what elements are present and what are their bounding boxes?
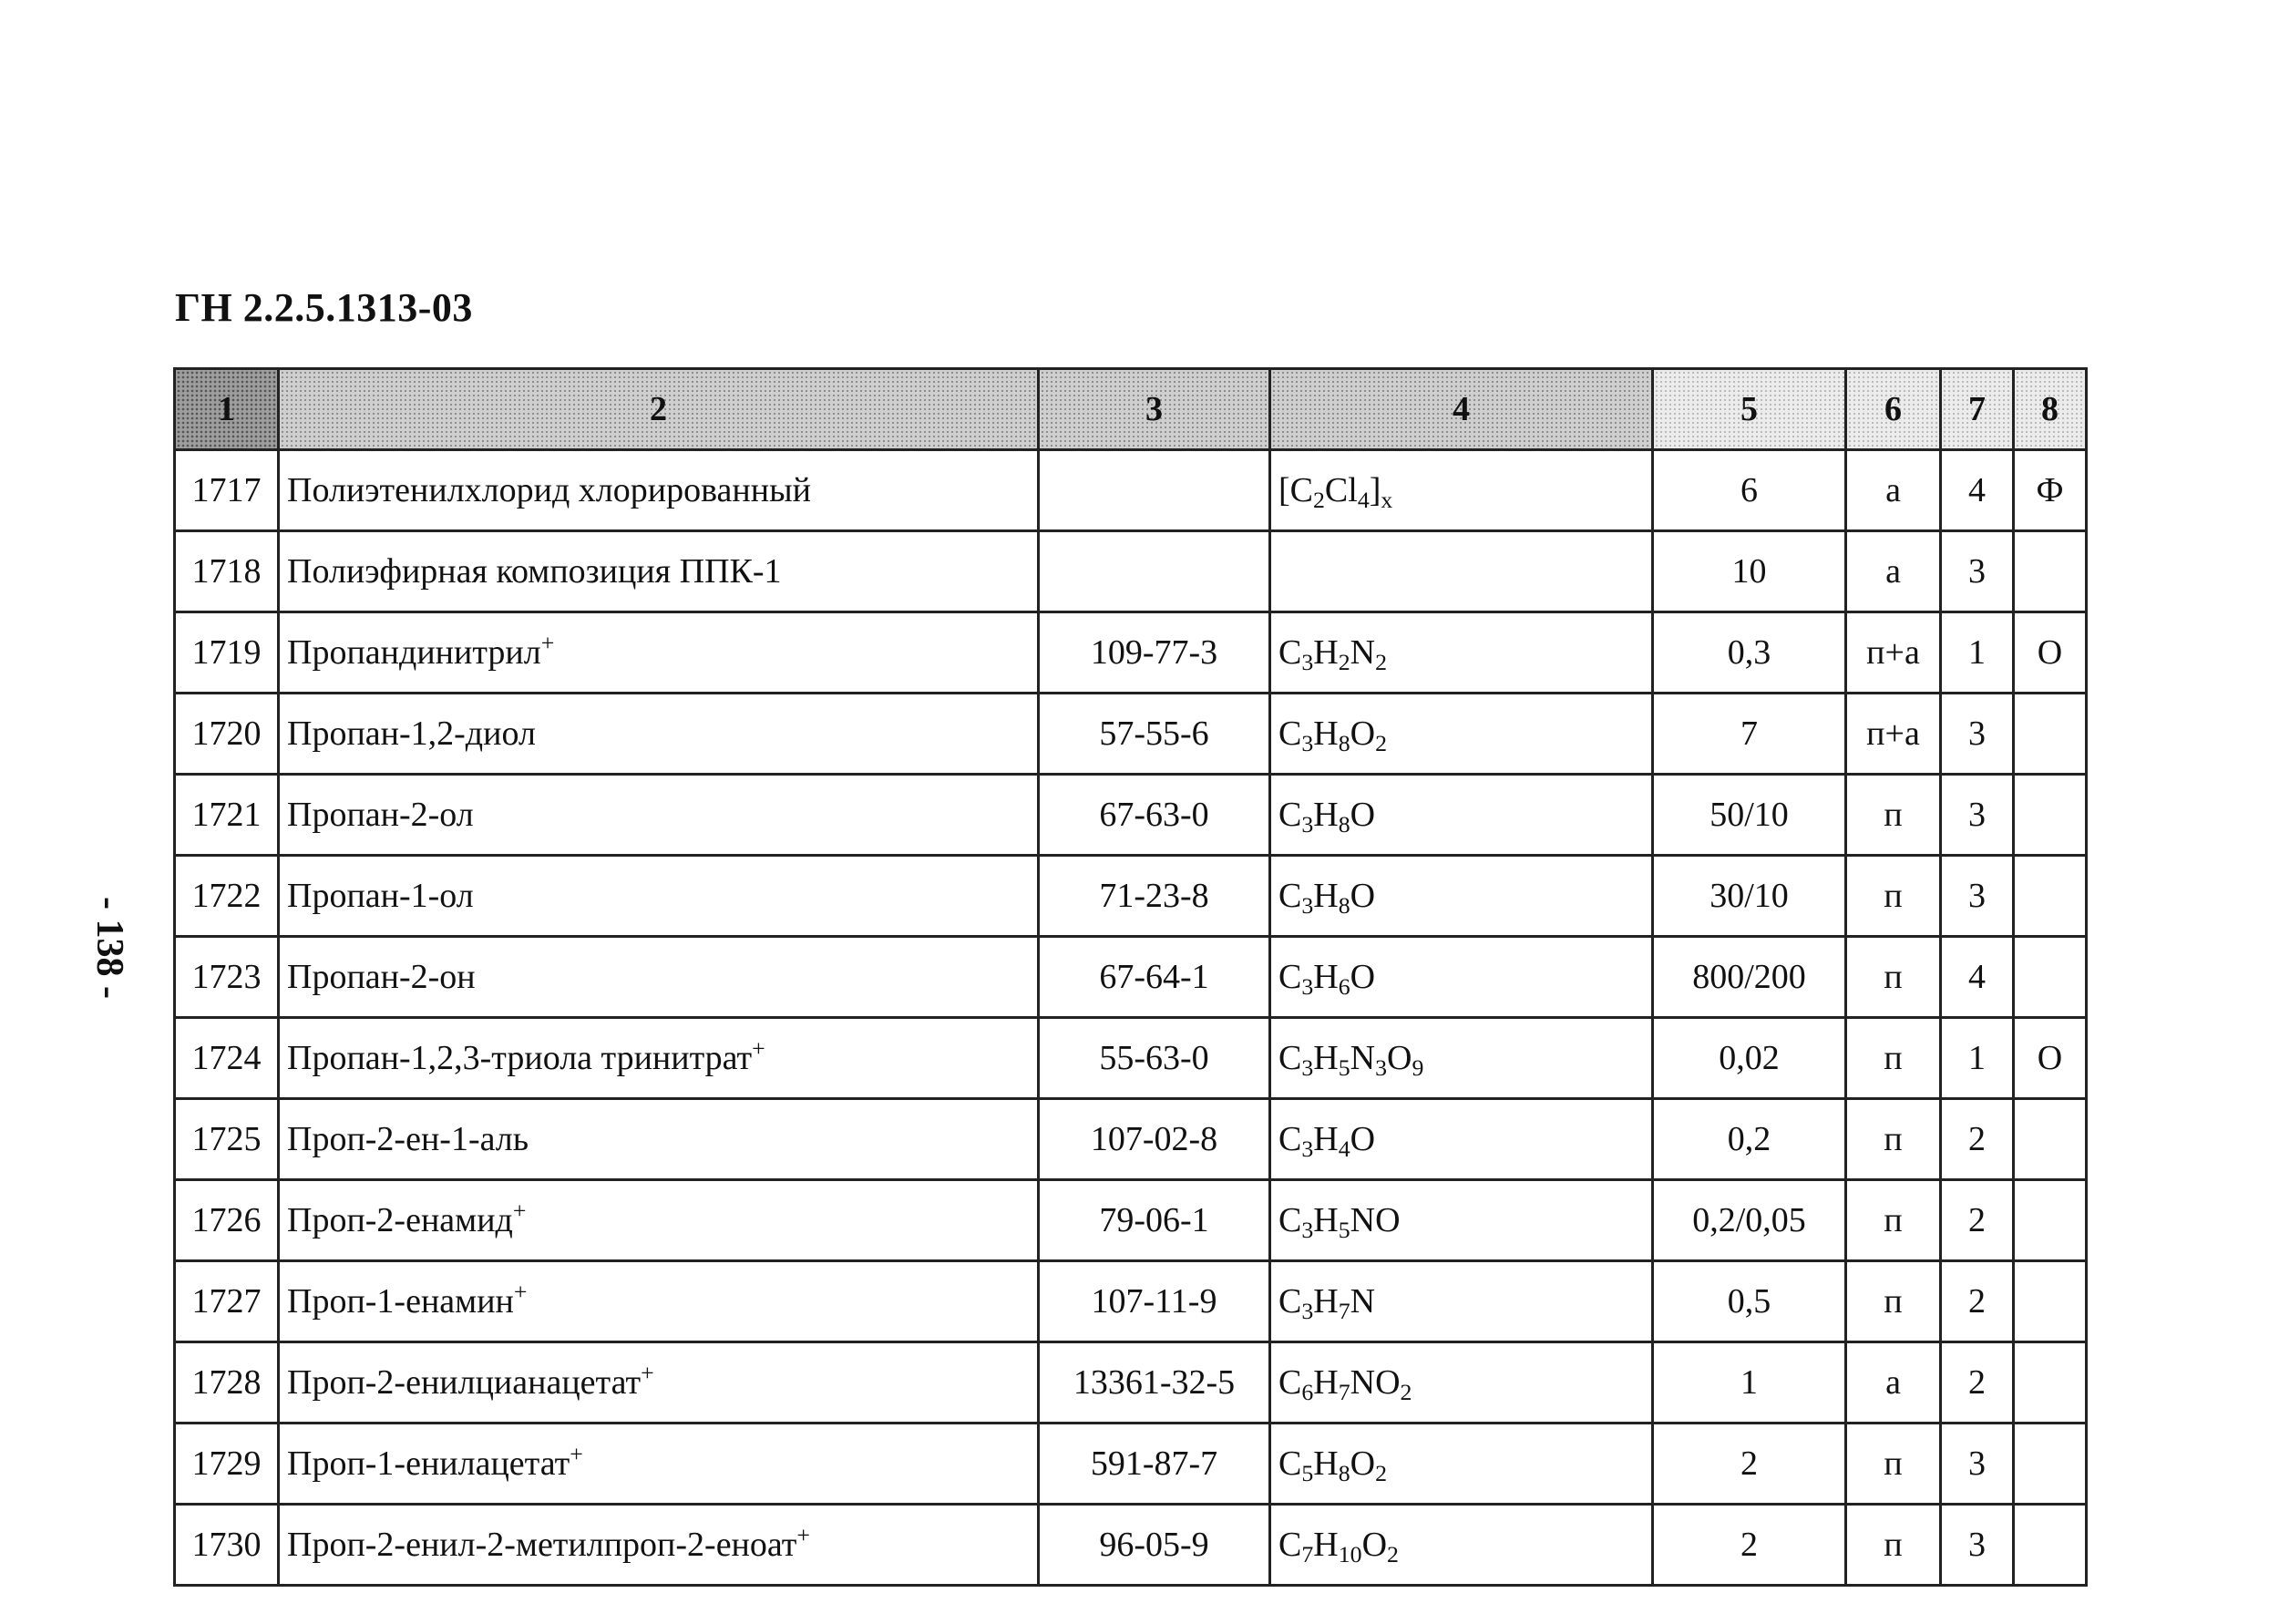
formula-cell <box>1270 694 1653 775</box>
substance-name-cell <box>279 856 1039 937</box>
substance-name: Проп-2-енил-2-метилпроп-2-еноат <box>287 1526 797 1564</box>
table-row <box>175 1342 2087 1424</box>
aggregate-state-cell: п <box>1846 1180 1941 1261</box>
formula-symbol: H <box>1313 1526 1339 1564</box>
formula-symbol: NO <box>1350 1201 1401 1239</box>
column-header-8: 8 <box>2014 369 2087 450</box>
table-row <box>175 1099 2087 1180</box>
limit-value-cell: 800/200 <box>1653 937 1846 1018</box>
table-row <box>175 612 2087 694</box>
cas-number-cell: 57-55-6 <box>1039 694 1270 775</box>
row-number-cell: 1724 <box>175 1018 279 1099</box>
note-cell <box>2014 1505 2087 1586</box>
page-number-text: - 138 - <box>88 897 130 999</box>
row-number-cell: 1717 <box>175 450 279 531</box>
limit-value-cell: 0,3 <box>1653 612 1846 694</box>
name-superscript: + <box>641 1359 654 1386</box>
note-cell <box>2014 775 2087 856</box>
hazard-class-cell: 2 <box>1941 1099 2014 1180</box>
formula-subscript: 2 <box>1375 730 1388 757</box>
formula-subscript: 3 <box>1301 1136 1314 1163</box>
aggregate-state-cell: п <box>1846 1505 1941 1586</box>
aggregate-state-cell: п <box>1846 856 1941 937</box>
cas-number-cell <box>1039 450 1270 531</box>
limit-value-cell: 10 <box>1653 531 1846 612</box>
formula-symbol: O <box>1350 1120 1376 1158</box>
cas-number-cell: 13361-32-5 <box>1039 1342 1270 1424</box>
hygiene-norms-table <box>173 367 2088 1587</box>
formula-symbol: H <box>1313 1201 1339 1239</box>
substance-name: Пропан-1,2-диол <box>287 714 536 753</box>
column-header-7: 7 <box>1941 369 2014 450</box>
aggregate-state-cell: п <box>1846 937 1941 1018</box>
table-row <box>175 531 2087 612</box>
formula-subscript: 2 <box>1338 649 1350 676</box>
note-cell: Ф <box>2014 450 2087 531</box>
formula-symbol: C <box>1278 796 1302 834</box>
substance-name-cell <box>279 775 1039 856</box>
hazard-class-cell: 3 <box>1941 775 2014 856</box>
formula-symbol: [C <box>1278 471 1313 509</box>
formula-subscript: 6 <box>1338 973 1350 1001</box>
formula-subscript: 8 <box>1338 892 1350 920</box>
formula-symbol: O <box>1350 1444 1376 1483</box>
table-row <box>175 1261 2087 1342</box>
limit-value-cell: 7 <box>1653 694 1846 775</box>
row-number-cell: 1719 <box>175 612 279 694</box>
aggregate-state-cell: п+а <box>1846 694 1941 775</box>
column-header-3: 3 <box>1039 369 1270 450</box>
limit-value-cell: 2 <box>1653 1505 1846 1586</box>
table-row <box>175 856 2087 937</box>
column-header-6: 6 <box>1846 369 1941 450</box>
limit-value-cell: 0,02 <box>1653 1018 1846 1099</box>
substance-name: Проп-2-енилцианацетат <box>287 1363 642 1402</box>
limit-value-cell: 30/10 <box>1653 856 1846 937</box>
formula-symbol: H <box>1313 1282 1339 1321</box>
formula-symbol: C <box>1278 714 1302 753</box>
row-number-cell: 1726 <box>175 1180 279 1261</box>
formula-cell <box>1270 531 1653 612</box>
formula-symbol: H <box>1313 1444 1339 1483</box>
cas-number-cell: 107-02-8 <box>1039 1099 1270 1180</box>
row-number-cell: 1730 <box>175 1505 279 1586</box>
formula-symbol: O <box>1350 714 1376 753</box>
formula-subscript: 2 <box>1400 1379 1412 1406</box>
formula-subscript: 8 <box>1338 730 1350 757</box>
formula-subscript: 7 <box>1338 1379 1350 1406</box>
formula-subscript: 4 <box>1357 487 1370 514</box>
note-cell <box>2014 1342 2087 1424</box>
limit-value-cell: 0,2/0,05 <box>1653 1180 1846 1261</box>
row-number-cell: 1727 <box>175 1261 279 1342</box>
column-header-2: 2 <box>279 369 1039 450</box>
formula-cell <box>1270 937 1653 1018</box>
formula-symbol: O <box>1350 796 1376 834</box>
substance-name-cell <box>279 1180 1039 1261</box>
cas-number-cell: 55-63-0 <box>1039 1018 1270 1099</box>
table-row <box>175 775 2087 856</box>
aggregate-state-cell: а <box>1846 1342 1941 1424</box>
substance-name-cell <box>279 1342 1039 1424</box>
cas-number-cell: 96-05-9 <box>1039 1505 1270 1586</box>
formula-cell <box>1270 1018 1653 1099</box>
formula-symbol: H <box>1313 1039 1339 1077</box>
cas-number-cell: 79-06-1 <box>1039 1180 1270 1261</box>
formula-cell <box>1270 1180 1653 1261</box>
formula-subscript: 5 <box>1338 1054 1350 1082</box>
formula-symbol: H <box>1313 714 1339 753</box>
formula-symbol: C <box>1278 1282 1302 1321</box>
formula-symbol: C <box>1278 1201 1302 1239</box>
formula-symbol: O <box>1387 1039 1412 1077</box>
hazard-class-cell: 3 <box>1941 531 2014 612</box>
formula-symbol: Cl <box>1324 471 1358 509</box>
formula-symbol: ] <box>1369 471 1381 509</box>
formula-subscript: 3 <box>1301 811 1314 838</box>
hazard-class-cell: 2 <box>1941 1261 2014 1342</box>
note-cell <box>2014 856 2087 937</box>
table-row <box>175 1180 2087 1261</box>
formula-subscript: 8 <box>1338 811 1350 838</box>
note-cell <box>2014 694 2087 775</box>
hazard-class-cell: 3 <box>1941 1424 2014 1505</box>
formula-subscript: 2 <box>1375 1460 1388 1487</box>
cas-number-cell: 591-87-7 <box>1039 1424 1270 1505</box>
cas-number-cell: 71-23-8 <box>1039 856 1270 937</box>
cas-number-cell: 67-64-1 <box>1039 937 1270 1018</box>
formula-subscript: 2 <box>1387 1541 1399 1568</box>
note-cell <box>2014 1261 2087 1342</box>
name-superscript: + <box>570 1440 583 1467</box>
formula-subscript: 3 <box>1301 730 1314 757</box>
substance-name: Полиэтенилхлорид хлорированный <box>287 471 811 509</box>
row-number-cell: 1718 <box>175 531 279 612</box>
formula-cell <box>1270 450 1653 531</box>
formula-subscript: 2 <box>1375 649 1388 676</box>
formula-cell <box>1270 1261 1653 1342</box>
formula-symbol: C <box>1278 877 1302 915</box>
table-row <box>175 1018 2087 1099</box>
aggregate-state-cell: п <box>1846 1424 1941 1505</box>
formula-symbol: O <box>1350 877 1376 915</box>
hazard-class-cell: 4 <box>1941 450 2014 531</box>
row-number-cell: 1723 <box>175 937 279 1018</box>
aggregate-state-cell: а <box>1846 531 1941 612</box>
note-cell <box>2014 531 2087 612</box>
substance-name: Проп-1-енамин <box>287 1282 514 1321</box>
formula-symbol: NO <box>1350 1363 1401 1402</box>
note-cell: О <box>2014 612 2087 694</box>
formula-symbol: C <box>1278 633 1302 672</box>
limit-value-cell: 0,2 <box>1653 1099 1846 1180</box>
formula-subscript: 3 <box>1301 973 1314 1001</box>
limit-value-cell: 1 <box>1653 1342 1846 1424</box>
formula-symbol: N <box>1350 1282 1376 1321</box>
formula-symbol: O <box>1361 1526 1388 1564</box>
formula-symbol: H <box>1313 958 1339 996</box>
hazard-class-cell: 1 <box>1941 1018 2014 1099</box>
table-row <box>175 937 2087 1018</box>
table-row <box>175 694 2087 775</box>
table-header-row <box>175 369 2087 450</box>
aggregate-state-cell: п <box>1846 1099 1941 1180</box>
document-code: ГН 2.2.5.1313-03 <box>175 285 473 330</box>
formula-subscript: 6 <box>1301 1379 1314 1406</box>
formula-symbol: N <box>1350 1039 1376 1077</box>
formula-symbol: C <box>1278 1444 1302 1483</box>
substance-name-cell <box>279 1505 1039 1586</box>
substance-name-cell <box>279 1424 1039 1505</box>
formula-subscript: 10 <box>1338 1541 1362 1568</box>
formula-symbol: H <box>1313 1120 1339 1158</box>
aggregate-state-cell: а <box>1846 450 1941 531</box>
table-body <box>175 450 2087 1586</box>
formula-subscript: 5 <box>1338 1217 1350 1244</box>
hazard-class-cell: 4 <box>1941 937 2014 1018</box>
hazard-class-cell: 1 <box>1941 612 2014 694</box>
row-number-cell: 1722 <box>175 856 279 937</box>
substance-name-cell <box>279 1261 1039 1342</box>
table-row <box>175 450 2087 531</box>
aggregate-state-cell: п <box>1846 1261 1941 1342</box>
name-superscript: + <box>512 1197 527 1224</box>
substance-name: Пропан-2-ол <box>287 796 474 834</box>
aggregate-state-cell: п <box>1846 775 1941 856</box>
formula-subscript: 9 <box>1412 1054 1424 1082</box>
formula-symbol: C <box>1278 1039 1302 1077</box>
substance-name: Проп-2-ен-1-аль <box>287 1120 529 1158</box>
hazard-class-cell: 3 <box>1941 694 2014 775</box>
cas-number-cell: 67-63-0 <box>1039 775 1270 856</box>
hazard-class-cell: 2 <box>1941 1180 2014 1261</box>
formula-subscript: 7 <box>1301 1541 1314 1568</box>
substance-name: Проп-1-енилацетат <box>287 1444 570 1483</box>
row-number-cell: 1728 <box>175 1342 279 1424</box>
row-number-cell: 1725 <box>175 1099 279 1180</box>
column-header-1: 1 <box>175 369 279 450</box>
formula-symbol: H <box>1313 877 1339 915</box>
formula-symbol: N <box>1350 633 1376 672</box>
formula-subscript: 3 <box>1301 892 1314 920</box>
name-superscript: + <box>540 629 555 656</box>
substance-name: Полиэфирная композиция ППК-1 <box>287 552 782 591</box>
cas-number-cell <box>1039 531 1270 612</box>
formula-cell <box>1270 775 1653 856</box>
formula-cell <box>1270 1342 1653 1424</box>
formula-subscript: 4 <box>1338 1136 1350 1163</box>
formula-symbol: O <box>1350 958 1376 996</box>
hazard-class-cell: 3 <box>1941 856 2014 937</box>
formula-subscript: 7 <box>1338 1298 1350 1325</box>
formula-symbol: C <box>1278 958 1302 996</box>
substance-name: Пропандинитрил <box>287 633 541 672</box>
formula-subscript: 5 <box>1301 1460 1314 1487</box>
formula-cell <box>1270 1424 1653 1505</box>
hazard-class-cell: 3 <box>1941 1505 2014 1586</box>
hazard-class-cell: 2 <box>1941 1342 2014 1424</box>
formula-subscript: 3 <box>1301 1298 1314 1325</box>
substance-name: Пропан-1,2,3-триола тринитрат <box>287 1039 753 1077</box>
name-superscript: + <box>513 1278 528 1305</box>
substance-name-cell <box>279 612 1039 694</box>
substance-name: Пропан-1-ол <box>287 877 474 915</box>
row-number-cell: 1720 <box>175 694 279 775</box>
formula-symbol: H <box>1313 796 1339 834</box>
formula-subscript: x <box>1381 487 1393 514</box>
aggregate-state-cell: п+а <box>1846 612 1941 694</box>
aggregate-state-cell: п <box>1846 1018 1941 1099</box>
table-row <box>175 1505 2087 1586</box>
substance-name-cell <box>279 1099 1039 1180</box>
limit-value-cell: 2 <box>1653 1424 1846 1505</box>
column-header-5: 5 <box>1653 369 1846 450</box>
substance-name-cell <box>279 694 1039 775</box>
note-cell: О <box>2014 1018 2087 1099</box>
formula-cell <box>1270 856 1653 937</box>
row-number-cell: 1729 <box>175 1424 279 1505</box>
substance-name: Проп-2-енамид <box>287 1201 513 1239</box>
substance-name-cell <box>279 450 1039 531</box>
formula-cell <box>1270 612 1653 694</box>
name-superscript: + <box>796 1521 810 1548</box>
substance-name-cell <box>279 1018 1039 1099</box>
row-number-cell: 1721 <box>175 775 279 856</box>
limit-value-cell: 50/10 <box>1653 775 1846 856</box>
formula-symbol: C <box>1278 1120 1302 1158</box>
cas-number-cell: 107-11-9 <box>1039 1261 1270 1342</box>
formula-cell <box>1270 1505 1653 1586</box>
note-cell <box>2014 1424 2087 1505</box>
substance-name: Пропан-2-он <box>287 958 476 996</box>
note-cell <box>2014 1180 2087 1261</box>
formula-subscript: 3 <box>1301 1054 1314 1082</box>
cas-number-cell: 109-77-3 <box>1039 612 1270 694</box>
formula-subscript: 3 <box>1301 1217 1314 1244</box>
substance-name-cell <box>279 531 1039 612</box>
table-row <box>175 1424 2087 1505</box>
formula-cell <box>1270 1099 1653 1180</box>
formula-symbol: C <box>1278 1526 1302 1564</box>
limit-value-cell: 6 <box>1653 450 1846 531</box>
formula-subscript: 2 <box>1313 487 1325 514</box>
formula-subscript: 3 <box>1301 649 1314 676</box>
formula-subscript: 3 <box>1375 1054 1388 1082</box>
substance-name-cell <box>279 937 1039 1018</box>
note-cell <box>2014 1099 2087 1180</box>
formula-symbol: H <box>1313 633 1339 672</box>
limit-value-cell: 0,5 <box>1653 1261 1846 1342</box>
note-cell <box>2014 937 2087 1018</box>
column-header-4: 4 <box>1270 369 1653 450</box>
formula-symbol: H <box>1313 1363 1339 1402</box>
name-superscript: + <box>752 1034 765 1062</box>
formula-subscript: 8 <box>1338 1460 1350 1487</box>
formula-symbol: C <box>1278 1363 1302 1402</box>
